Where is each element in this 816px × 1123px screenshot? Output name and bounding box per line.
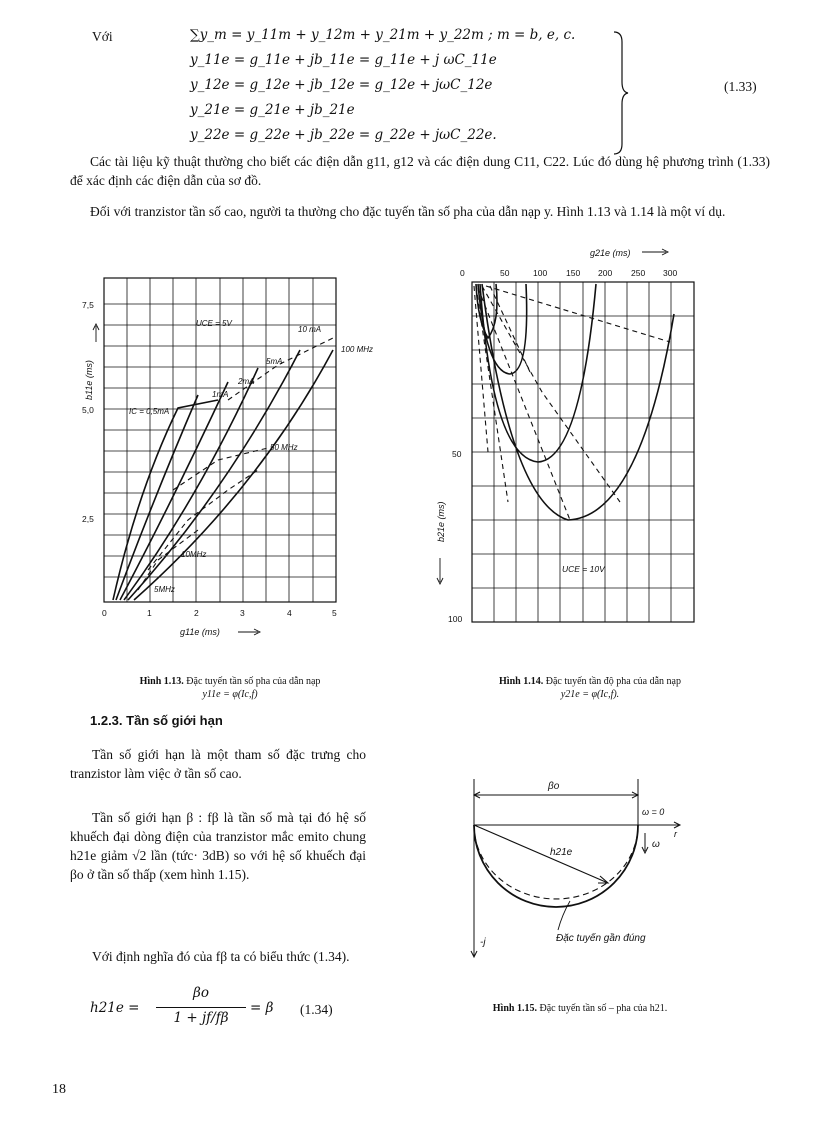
fig113-xtick-4: 4 xyxy=(287,608,292,618)
fig113-caption-formula: y11e = φ(Ic,f) xyxy=(202,689,258,700)
fig113-label-1ma: 1mA xyxy=(212,390,229,399)
page-number: 18 xyxy=(52,1082,66,1097)
fig113-xaxis-arrow xyxy=(238,629,260,635)
fig113-ytick-75: 7,5 xyxy=(82,300,94,310)
fig113-ytick-25: 2,5 xyxy=(82,514,94,524)
fig113-label-2ma: 2mA xyxy=(238,377,255,386)
fig115-label-w: ω xyxy=(652,839,660,850)
fig113-label-5mhz: 5MHz xyxy=(154,585,175,594)
eq-voi-label: Với xyxy=(92,29,113,44)
fig114-caption xyxy=(440,675,740,701)
fig114-xtick-0: 0 xyxy=(460,268,465,278)
fig113-ylabel: b11e (ms) xyxy=(84,360,94,400)
fig113-dashed xyxy=(138,338,333,590)
fig115-caption-label: Hình 1.15. xyxy=(492,1003,537,1014)
eq133-line-4: y_21e = g_21e + jb_21e xyxy=(190,102,355,118)
eq134-denominator: 1 + jf/fβ xyxy=(173,1010,229,1026)
fig113-label-uce: UCE = 5V xyxy=(196,319,232,328)
eq134-numerator: βo xyxy=(193,985,209,1001)
eq133-line-1: ∑y_m = y_11m + y_12m + y_21m + y_22m ; m = b, e, c. xyxy=(190,27,576,43)
eq134-lhs: h21e = xyxy=(90,1000,140,1016)
fig113-caption-label: Hình 1.13. xyxy=(139,676,184,687)
eq133-brace xyxy=(612,30,632,156)
eq133-number: (1.33) xyxy=(724,79,757,94)
fig113-label-10mhz: 10MHz xyxy=(181,550,207,559)
figure-1-15 xyxy=(460,775,700,975)
eq133-line-5: y_22e = g_22e + jb_22e = g_22e + jωC_22e. xyxy=(190,127,497,143)
fig114-caption-formula: y21e = φ(Ic,f). xyxy=(560,689,620,700)
section-heading: 1.2.3. Tần số giới hạn xyxy=(90,713,223,728)
fig115-label-neg-j: -j xyxy=(480,937,486,948)
fig113-label-10ma: 10 mA xyxy=(298,325,322,334)
fig115-caption xyxy=(430,1002,730,1015)
eq134-number: (1.34) xyxy=(300,1002,333,1017)
fig114-ytick-100: 100 xyxy=(448,614,463,624)
fig113-ytick-50: 5,0 xyxy=(82,405,94,415)
fig114-caption-label: Hình 1.14. xyxy=(499,676,544,687)
fig113-label-ic: IC = 0,5mA xyxy=(129,407,170,416)
fig114-ytick-50: 50 xyxy=(452,449,462,459)
fig115-label-beta: βo xyxy=(548,781,560,792)
fig113-xtick-2: 2 xyxy=(194,608,199,618)
figure-1-13 xyxy=(78,270,408,660)
fig113-caption xyxy=(80,675,380,701)
paragraph-2: Đối với tranzistor tần số cao, người ta thường cho đặc tuyến tần số pha của dẫn nạp y. Hình 1.13 và 1.14 là một ví dụ. xyxy=(90,204,726,219)
fig114-ylabel: b21e (ms) xyxy=(436,501,446,542)
fig115-label-approx: Đặc tuyến gần đúng xyxy=(556,933,646,944)
fig113-yaxis-arrow xyxy=(93,324,99,342)
fig114-xtick-200: 200 xyxy=(598,268,613,278)
fig114-xtick-50: 50 xyxy=(500,268,510,278)
fig115-label-h21e: h21e xyxy=(550,847,573,858)
section-paragraph-1: Tần số giới hạn là một tham số đặc trưng cho tranzistor làm việc ở tần số cao. xyxy=(70,747,366,781)
fig114-xtick-250: 250 xyxy=(631,268,646,278)
paragraph-1: Các tài liệu kỹ thuật thường cho biết các điện dẫn g11, g12 và các điện dung C11, C22. Lúc đó dùng hệ phương trình (1.33) để xác định các điện dẫn của sơ đồ. xyxy=(70,154,770,188)
fig114-xtick-300: 300 xyxy=(663,268,678,278)
eq134-rhs: = β xyxy=(250,1000,274,1016)
fig114-xaxis-arrow xyxy=(642,249,668,255)
fig113-label-100mhz: 100 MHz xyxy=(341,345,374,354)
fig113-label-5ma: 5mA xyxy=(266,357,283,366)
eq133-line-2: y_11e = g_11e + jb_11e = g_11e + j ωC_11e xyxy=(190,52,497,68)
figure-1-14 xyxy=(430,242,700,634)
fig114-xlabel: g21e (ms) xyxy=(590,248,631,258)
fig114-yaxis-arrow xyxy=(437,558,443,584)
fig115-label-w0: ω = 0 xyxy=(642,807,665,817)
section-paragraph-3: Với định nghĩa đó của fβ ta có biểu thức (1.34). xyxy=(92,949,350,964)
fig113-xtick-0: 0 xyxy=(102,608,107,618)
eq134-fraction-bar xyxy=(156,1007,246,1008)
fig113-curves xyxy=(113,350,333,600)
fig114-label-uce: UCE = 10V xyxy=(562,564,605,574)
fig114-xtick-150: 150 xyxy=(566,268,581,278)
fig115-caption-text: Đặc tuyến tần số – pha của h21. xyxy=(539,1003,668,1014)
fig113-caption-text: Đặc tuyến tần số pha của dẫn nạp xyxy=(186,676,321,687)
fig115-label-r: r xyxy=(674,829,677,839)
section-paragraph-2: Tần số giới hạn β : fβ là tần số mà tại đó hệ số khuếch đại dòng điện của tranzistor mắc emito chung h21e giảm √2 lần (tức· 3dB) so với hệ số khuếch đại βo ở tần số thấp (xem hình 1.15). xyxy=(70,810,366,882)
fig113-xtick-3: 3 xyxy=(240,608,245,618)
fig113-xtick-5: 5 xyxy=(332,608,337,618)
fig113-xlabel: g11e (ms) xyxy=(180,627,220,637)
fig113-label-50mhz: 50 MHz xyxy=(270,443,298,452)
eq133-line-3: y_12e = g_12e + jb_12e = g_12e + jωC_12e xyxy=(190,77,493,93)
fig114-xtick-100: 100 xyxy=(533,268,548,278)
fig114-caption-text: Đặc tuyến tần độ pha của dẫn nạp xyxy=(545,676,681,687)
fig113-xtick-1: 1 xyxy=(147,608,152,618)
